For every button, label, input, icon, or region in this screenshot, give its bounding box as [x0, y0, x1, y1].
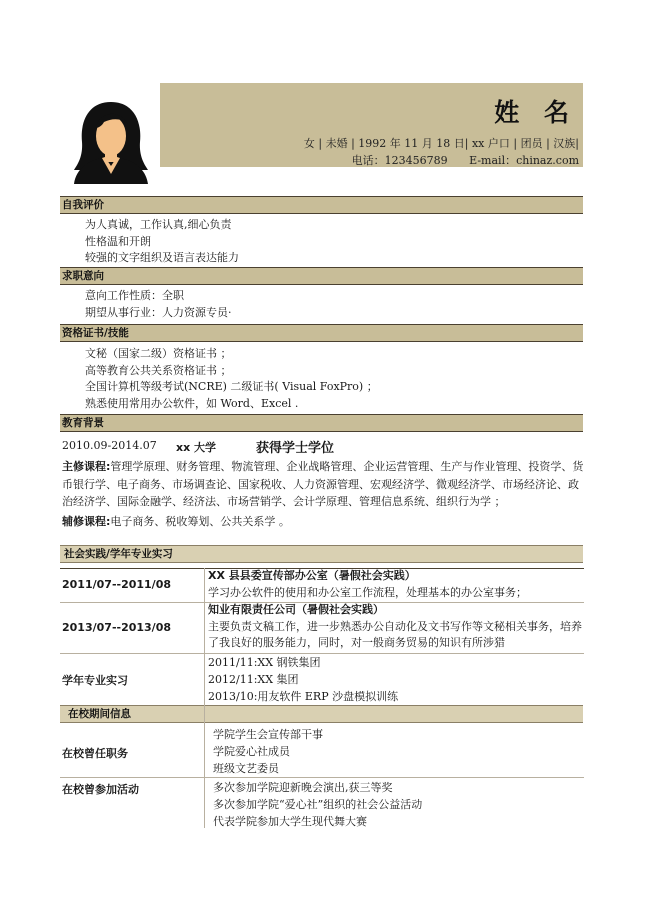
practice-desc: 学习办公软件的使用和办公室工作流程，处理基本的办公室事务； — [208, 585, 527, 599]
email: E-mail：chinaz.com — [469, 154, 579, 167]
major-courses — [62, 458, 584, 511]
self-eval-list — [85, 217, 239, 267]
minor-text: 电子商务、税收筹划、公共关系学 。 — [110, 515, 290, 528]
practice-row-label: 2011/07--2011/08 — [62, 578, 172, 591]
campus-row-label: 在校曾任职务 — [62, 747, 128, 760]
practice-title: 知业有限责任公司（暑假社会实践） — [208, 603, 384, 616]
list-item: 2012/11:XX 集团 — [208, 673, 299, 686]
avatar-icon — [68, 98, 154, 184]
edu-degree: 获得学士学位 — [256, 441, 335, 456]
section-head-certs: 资格证书/技能 — [60, 324, 583, 342]
campus-row-body — [213, 779, 589, 830]
campus-row-label: 在校曾参加活动 — [62, 783, 139, 796]
list-item: 多次参加学院“爱心社”组织的社会公益活动 — [213, 798, 423, 811]
list-item: 高等教育公共关系资格证书 ； — [85, 363, 232, 377]
list-item: 2013/10:用友软件 ERP 沙盘模拟训练 — [208, 690, 399, 703]
practice-row-body — [208, 654, 584, 705]
minor-label: 辅修课程: — [62, 515, 111, 528]
divider — [60, 777, 584, 778]
header-band — [160, 83, 583, 167]
list-item: 熟悉使用常用办公软件，如 Word、Excel . — [85, 396, 299, 410]
practice-row-label: 学年专业实习 — [62, 674, 128, 687]
list-item: 为人真诚，工作认真,细心负责 — [85, 218, 232, 231]
column-divider — [204, 568, 205, 828]
list-item: 班级文艺委员 — [213, 762, 279, 775]
edu-school: xx 大学 — [176, 441, 217, 454]
list-item: 多次参加学院迎新晚会演出,获三等奖 — [213, 781, 393, 794]
list-item: 学院爱心社成员 — [213, 745, 290, 758]
practice-title: XX 县县委宣传部办公室（暑假社会实践） — [208, 569, 416, 582]
section-head-self-eval: 自我评价 — [60, 196, 583, 214]
list-item: 性格温和开朗 — [85, 234, 151, 248]
candidate-name: 姓 名 — [494, 98, 577, 127]
section-head-campus: 在校期间信息 — [60, 705, 583, 723]
practice-desc: 主要负责文稿工作，进一步熟悉办公自动化及文书写作等文秘相关事务，培养了我良好的服务能力，同时，对一般商务贸易的知识有所涉猎 — [208, 619, 582, 649]
list-item: 较强的文字组织及语言表达能力 — [85, 251, 239, 264]
personal-info: 女 | 未婚 | 1992 年 11 月 18 日| xx 户口 | 团员 | 汉族| — [303, 137, 579, 150]
section-head-intention: 求职意向 — [60, 267, 583, 285]
section-head-education: 教育背景 — [60, 414, 583, 432]
major-text: 管理学原理、财务管理、物流管理、企业战略管理、企业运营管理、生产与作业管理、投资学、货币银行学、电子商务、市场调查论、国家税收、人力资源管理、宏观经济学、微观经济学、市场经济论、政治经济学、国际金融学、经济法、市场营销学、会计学原理、管理信息系统、组织行为学 ； — [62, 460, 584, 508]
campus-row-body — [213, 726, 589, 777]
list-item: 期望从事行业：人力资源专员· — [85, 305, 232, 319]
list-item: 文秘（国家二级）资格证书 ； — [85, 347, 232, 360]
intention-list — [85, 288, 232, 321]
practice-row-label: 2013/07--2013/08 — [62, 621, 172, 634]
edu-period: 2010.09-2014.07 — [62, 439, 157, 452]
phone: 电话：123456789 — [351, 154, 448, 167]
certs-list — [85, 346, 378, 412]
practice-row-body — [208, 602, 584, 652]
contact-info — [334, 152, 579, 168]
minor-courses — [62, 513, 290, 529]
watermark — [150, 462, 169, 516]
practice-row-body — [208, 568, 584, 601]
list-item: 2011/11:XX 钢铁集团 — [208, 656, 321, 669]
list-item: 学院学生会宣传部干事 — [213, 728, 323, 741]
major-label: 主修课程: — [62, 460, 111, 473]
section-head-practice: 社会实践/学年专业实习 — [60, 545, 583, 563]
list-item: 代表学院参加大学生现代舞大赛 — [213, 815, 367, 828]
list-item: 意向工作性质：全职 — [85, 289, 184, 302]
list-item: 全国计算机等级考试(NCRE) 二级证书( Visual FoxPro) ； — [85, 380, 378, 393]
